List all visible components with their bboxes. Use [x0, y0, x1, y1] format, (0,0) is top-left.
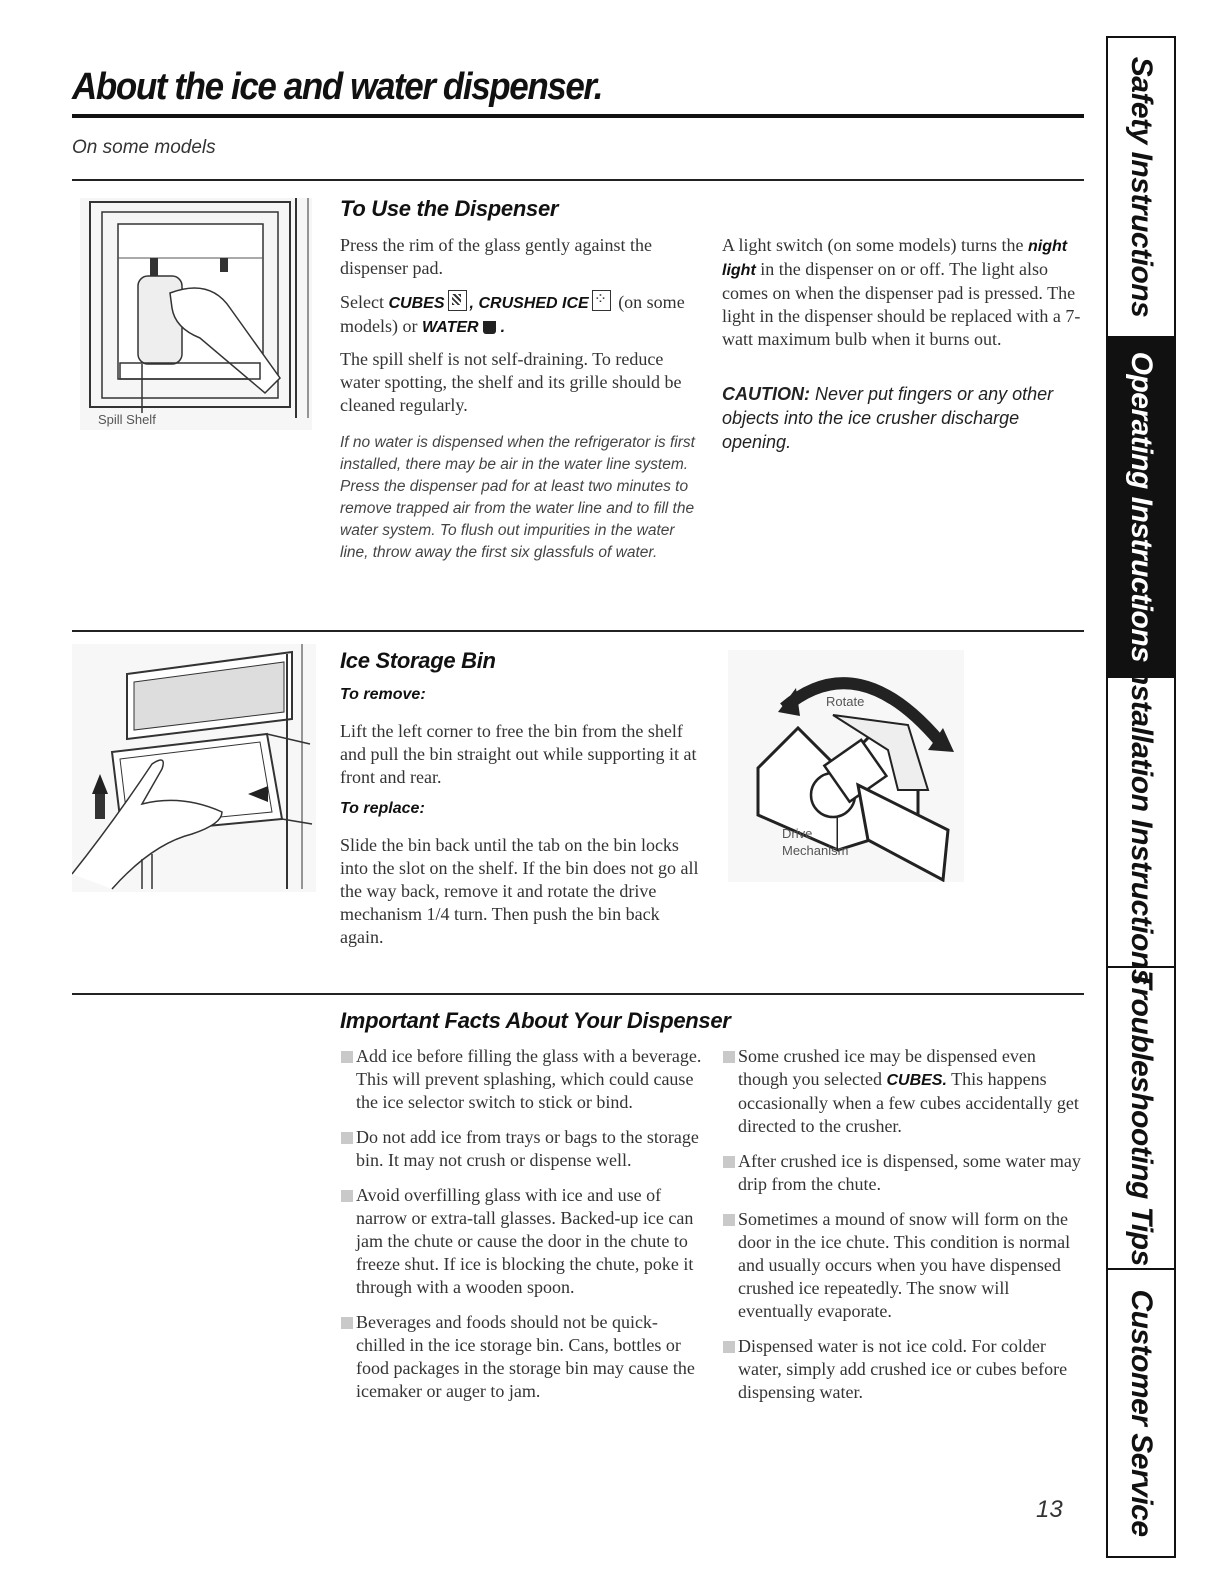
to-remove-heading: To remove: [340, 686, 426, 703]
cubes-keyword: CUBES [388, 295, 445, 312]
list-item: Add ice before filling the glass with a beverage. This will prevent splashing, which could cause the ice selector switch to stick or bind. [340, 1045, 705, 1114]
cubes-icon [448, 290, 467, 311]
on-some-text: (on some models) or [340, 292, 685, 336]
list-item [722, 1045, 1082, 1138]
to-replace-heading: To replace: [340, 800, 425, 817]
list-item: After crushed ice is dispensed, some water may drip from the chute. [722, 1150, 1082, 1196]
title-rule [72, 114, 1084, 118]
caution-body: Never put fingers or any other objects into the ice crusher discharge opening. [722, 384, 1054, 452]
page-number: 13 [1036, 1496, 1063, 1523]
tab-troubleshooting-tips[interactable] [1108, 968, 1174, 1270]
section-divider [72, 993, 1084, 995]
crushed-ice-icon [592, 290, 611, 311]
section-divider [72, 630, 1084, 632]
period: . [500, 319, 506, 336]
use-dispenser-heading: To Use the Dispenser [340, 196, 559, 221]
cubes-keyword: CUBES. [886, 1072, 947, 1089]
tab-label: Customer Service [1125, 1289, 1158, 1537]
crushed-cubes-suffix: This happens occasionally when a few cubes accidentally get directed to the crusher. [738, 1069, 1079, 1136]
dispenser-illustration [80, 198, 312, 430]
tab-label: Installation Instructions [1125, 659, 1158, 985]
list-item: Do not add ice from trays or bags to the storage bin. It may not crush or dispense well. [340, 1126, 705, 1172]
night-light-text [722, 234, 1084, 351]
night-light-keyword: night light [722, 238, 1068, 279]
use-dispenser-select [340, 290, 700, 339]
tab-label: Safety Instructions [1125, 56, 1158, 318]
list-item: Avoid overfilling glass with ice and use of narrow or extra-tall glasses. Backed-up ice can jam the chute or cause the door in the chute to freeze shut. If ice is blocking the chute, poke it through with a wooden spoon. [340, 1184, 705, 1299]
crushed-ice-keyword: CRUSHED ICE [478, 295, 589, 312]
section-divider [72, 179, 1084, 181]
tab-installation-instructions[interactable] [1108, 659, 1174, 985]
comma: , [469, 295, 474, 312]
tab-operating-instructions[interactable] [1108, 338, 1174, 678]
to-remove-text: Lift the left corner to free the bin from the shelf and pull the bin straight out while supporting it at front and rear. [340, 721, 697, 787]
caution-label: CAUTION: [722, 384, 810, 404]
tab-safety-instructions[interactable] [1108, 38, 1174, 338]
drive-label: Drive [782, 826, 813, 841]
page-subtitle: On some models [72, 137, 216, 158]
night-light-suffix: in the dispenser on or off. The light also comes on when the dispenser pad is pressed. The light in the dispenser should be replaced with a 7-watt maximum bulb when it burns out. [722, 259, 1081, 349]
tab-customer-service[interactable] [1108, 1270, 1174, 1556]
night-light-prefix: A light switch (on some models) turns the [722, 235, 1024, 255]
tab-label: Troubleshooting Tips [1125, 970, 1158, 1266]
spill-shelf-label: Spill Shelf [98, 412, 156, 427]
ice-bin-illustration [72, 644, 316, 892]
use-dispenser-note: If no water is dispensed when the refrigerator is first installed, there may be air in the water line system. Press the dispenser pad for at least two minutes to remove trapped air from the water line and to fill the water system. To flush out impurities in the water line, throw away the first six glassfuls of water. [340, 434, 695, 561]
ice-bin-heading: Ice Storage Bin [340, 648, 496, 673]
facts-list-left [340, 1045, 705, 1415]
tab-label: Operating Instructions [1125, 351, 1158, 663]
list-item: Sometimes a mound of snow will form on the door in the ice chute. This condition is normal and usually occurs when you have dispensed crushed ice repeatedly. The snow will eventually evaporate. [722, 1208, 1082, 1323]
page-title: About the ice and water dispenser. [72, 66, 603, 108]
side-tabs [1106, 36, 1176, 1558]
facts-heading: Important Facts About Your Dispenser [340, 1008, 731, 1033]
facts-list-right [722, 1045, 1082, 1416]
crushed-cubes-prefix: Some crushed ice may be dispensed even though you selected [738, 1046, 1036, 1089]
list-item: Beverages and foods should not be quick-chilled in the ice storage bin. Cans, bottles or food packages in the storage bin may cause the icemaker or auger to jam. [340, 1311, 705, 1403]
mechanism-label: Mechanism [782, 843, 849, 858]
caution-text [722, 382, 1084, 454]
drive-mechanism-illustration [728, 650, 964, 882]
select-prefix: Select [340, 292, 384, 312]
list-item: Dispensed water is not ice cold. For colder water, simply add crushed ice or cubes before dispensing water. [722, 1335, 1082, 1404]
water-icon [482, 317, 498, 335]
use-dispenser-p1: Press the rim of the glass gently against the dispenser pad. [340, 235, 652, 278]
to-replace-text: Slide the bin back until the tab on the bin locks into the slot on the shelf. If the bin does not go all the way back, remove it and rotate the drive mechanism 1/4 turn. Then push the bin back again. [340, 835, 699, 947]
water-keyword: WATER [421, 319, 479, 336]
use-dispenser-p3: The spill shelf is not self-draining. To reduce water spotting, the shelf and its grille should be cleaned regularly. [340, 349, 682, 415]
rotate-label: Rotate [826, 694, 865, 709]
